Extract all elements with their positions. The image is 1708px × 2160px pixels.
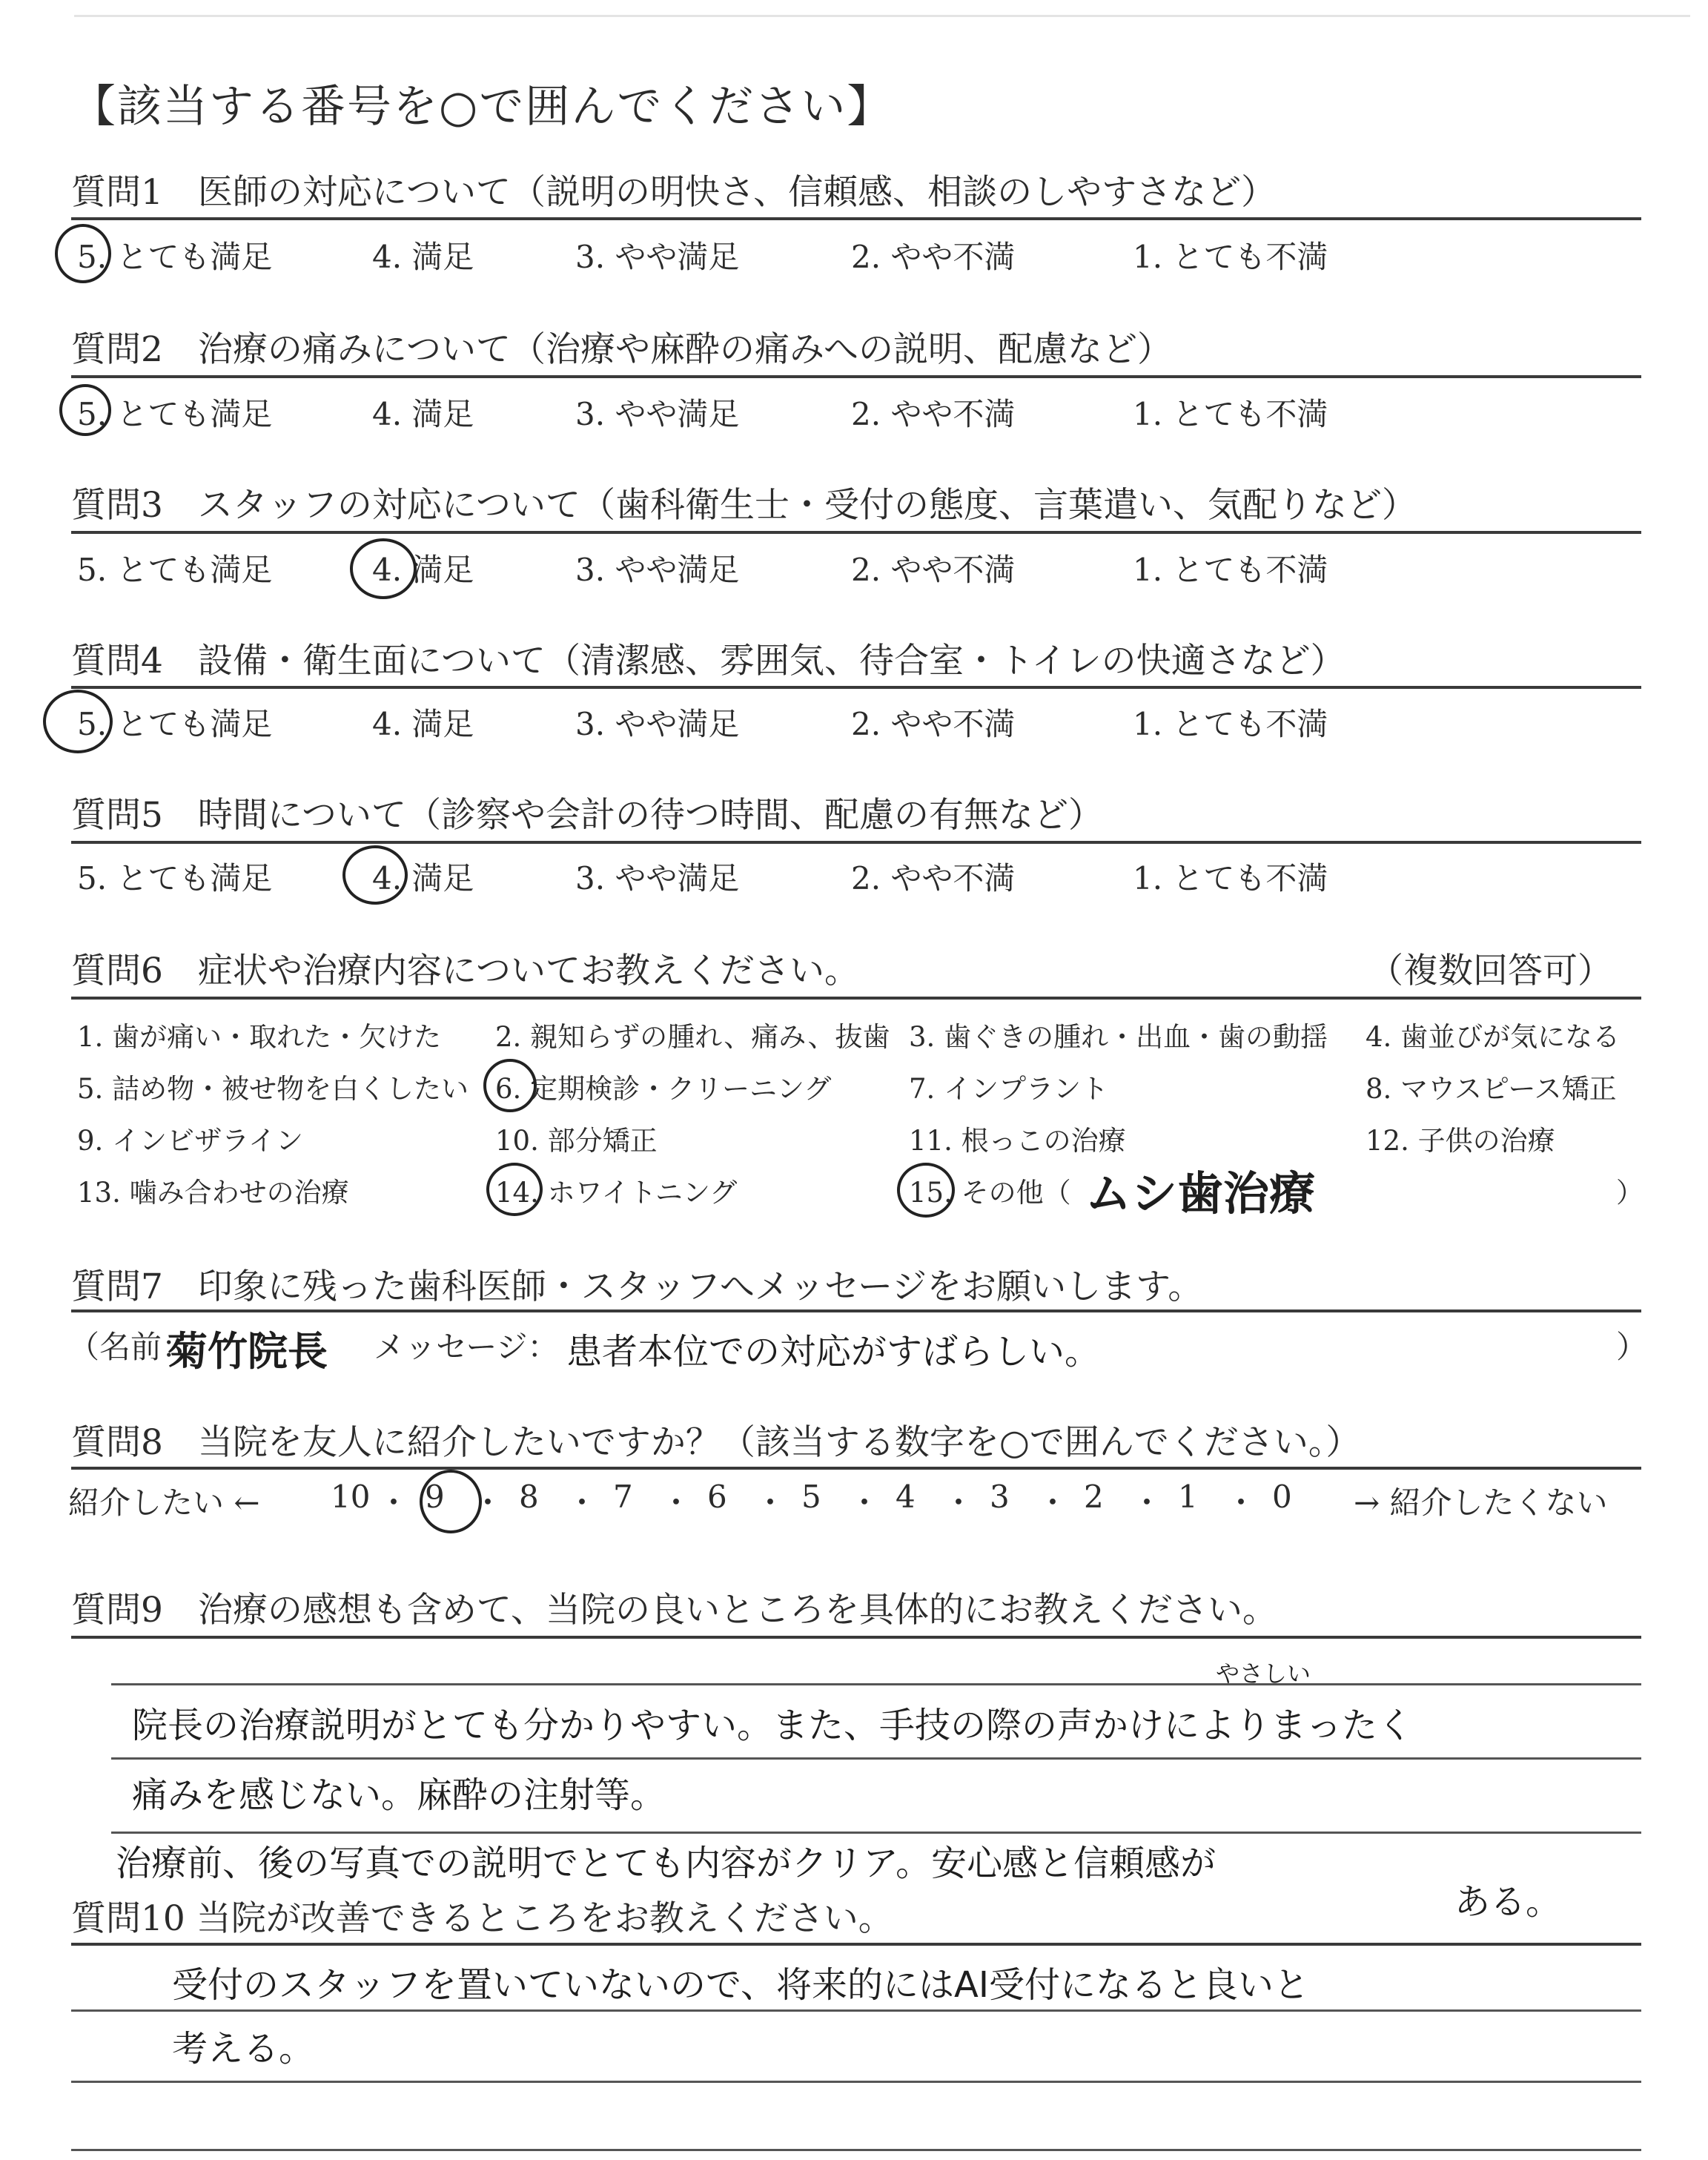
q6-item-11[interactable]: 11. 根っこの治療 bbox=[909, 1125, 1126, 1157]
q9-handwritten-line-3: 治療前、後の写真での説明でとても内容がクリア。安心感と信頼感が bbox=[116, 1843, 1217, 1884]
q3-option-5[interactable]: 5. とても満足 bbox=[77, 552, 273, 588]
q2-option-2[interactable]: 2. やや不満 bbox=[851, 396, 1016, 432]
q5-option-2[interactable]: 2. やや不満 bbox=[851, 860, 1016, 896]
q5-selection-circle bbox=[342, 845, 408, 905]
q8-selection-circle bbox=[420, 1470, 482, 1533]
q8-scale-value-3[interactable]: 3 bbox=[990, 1479, 1010, 1515]
q6-item-12[interactable]: 12. 子供の治療 bbox=[1366, 1125, 1555, 1157]
q2-option-3[interactable]: 3. やや満足 bbox=[575, 396, 740, 432]
question-6-label: 質問6 症状や治療内容についてお教えください。 bbox=[71, 951, 859, 991]
q9-handwritten-line-2: 痛みを感じない。麻酔の注射等。 bbox=[132, 1774, 666, 1816]
q10-answer-line-1 bbox=[71, 2009, 1641, 2012]
q6-item-1[interactable]: 1. 歯が痛い・取れた・欠けた bbox=[77, 1021, 442, 1053]
q9-handwritten-line-4: ある。 bbox=[1454, 1881, 1562, 1923]
q8-scale-separator: ・ bbox=[1131, 1484, 1163, 1521]
question-9-rule bbox=[71, 1636, 1641, 1639]
q6-item-9[interactable]: 9. インビザライン bbox=[77, 1125, 303, 1157]
q6-other-close: ） bbox=[1616, 1177, 1644, 1209]
q8-scale-separator: ・ bbox=[661, 1484, 692, 1521]
q8-scale-separator: ・ bbox=[849, 1484, 881, 1521]
q8-scale-separator: ・ bbox=[1225, 1484, 1257, 1521]
q8-right-label: → 紹介したくない bbox=[1354, 1484, 1608, 1521]
q8-scale-value-8[interactable]: 8 bbox=[519, 1479, 539, 1515]
question-6-note: （複数回答可） bbox=[1368, 951, 1612, 991]
q5-option-3[interactable]: 3. やや満足 bbox=[575, 860, 740, 896]
q1-option-3[interactable]: 3. やや満足 bbox=[575, 239, 740, 275]
q6-item-14[interactable]: 14. ホワイトニング bbox=[495, 1177, 738, 1209]
q1-option-1[interactable]: 1. とても不満 bbox=[1133, 239, 1328, 275]
q8-scale-separator: ・ bbox=[943, 1484, 975, 1521]
question-2-label: 質問2 治療の痛みについて（治療や麻酔の痛みへの説明、配慮など） bbox=[71, 329, 1173, 370]
q8-scale-value-2[interactable]: 2 bbox=[1084, 1479, 1104, 1515]
question-5-label: 質問5 時間について（診察や会計の待つ時間、配慮の有無など） bbox=[71, 795, 1103, 836]
q7-message-label: メッセージ： bbox=[374, 1329, 559, 1365]
q3-option-4[interactable]: 4. 満足 bbox=[372, 552, 474, 588]
q8-scale-separator: ・ bbox=[378, 1484, 410, 1521]
q9-answer-line-3 bbox=[111, 1832, 1641, 1834]
q3-option-1[interactable]: 1. とても不満 bbox=[1133, 552, 1328, 588]
q6-item-13[interactable]: 13. 噛み合わせの治療 bbox=[77, 1177, 349, 1209]
question-6-rule bbox=[71, 997, 1641, 1000]
q2-option-5[interactable]: 5. とても満足 bbox=[77, 396, 273, 432]
question-10-rule bbox=[71, 1943, 1641, 1946]
q1-option-4[interactable]: 4. 満足 bbox=[372, 239, 474, 275]
q5-option-5[interactable]: 5. とても満足 bbox=[77, 860, 273, 896]
q6-item-3[interactable]: 3. 歯ぐきの腫れ・出血・歯の動揺 bbox=[909, 1021, 1328, 1053]
q4-option-5[interactable]: 5. とても満足 bbox=[77, 706, 273, 742]
question-10-label: 質問10 当院が改善できるところをお教えください。 bbox=[71, 1898, 893, 1939]
q8-scale-value-6[interactable]: 6 bbox=[707, 1479, 727, 1515]
q8-scale-value-10[interactable]: 10 bbox=[331, 1479, 371, 1515]
q8-scale-value-5[interactable]: 5 bbox=[801, 1479, 821, 1515]
question-7-label: 質問7 印象に残った歯科医師・スタッフへメッセージをお願いします。 bbox=[71, 1266, 1203, 1307]
q8-scale-separator: ・ bbox=[1037, 1484, 1069, 1521]
question-8-rule bbox=[71, 1467, 1641, 1470]
q8-scale-value-4[interactable]: 4 bbox=[896, 1479, 916, 1515]
q4-option-4[interactable]: 4. 満足 bbox=[372, 706, 474, 742]
q6-other-handwritten-answer: ムシ歯治療 bbox=[1085, 1166, 1316, 1221]
question-9-label: 質問9 治療の感想も含めて、当院の良いところを具体的にお教えください。 bbox=[71, 1590, 1277, 1631]
q6-item-5[interactable]: 5. 詰め物・被せ物を白くしたい bbox=[77, 1073, 469, 1105]
question-2-rule bbox=[71, 375, 1641, 378]
q6-item-15[interactable]: 15. その他（ bbox=[909, 1177, 1071, 1209]
q2-selection-circle bbox=[59, 384, 111, 436]
question-7-rule bbox=[71, 1309, 1641, 1312]
question-5-rule bbox=[71, 841, 1641, 844]
q10-answer-line-3 bbox=[71, 2149, 1641, 2151]
q10-answer-line-2 bbox=[71, 2081, 1641, 2083]
question-4-label: 質問4 設備・衛生面について（清潔感、雰囲気、待合室・トイレの快適さなど） bbox=[71, 641, 1345, 681]
q6-item-6-selection-circle bbox=[483, 1059, 537, 1112]
q9-handwritten-line-1: 院長の治療説明がとても分かりやすい。また、手技の際の声かけによりまったく bbox=[132, 1705, 1414, 1746]
q6-item-7[interactable]: 7. インプラント bbox=[909, 1073, 1109, 1105]
question-8-label: 質問8 当院を友人に紹介したいですか？（該当する数字を○で囲んでください。） bbox=[71, 1422, 1361, 1463]
q2-option-1[interactable]: 1. とても不満 bbox=[1133, 396, 1328, 432]
q9-answer-line-1 bbox=[111, 1683, 1641, 1685]
question-3-label: 質問3 スタッフの対応について（歯科衛生士・受付の態度、言葉遣い、気配りなど） bbox=[71, 485, 1417, 526]
q10-handwritten-line-1: 受付のスタッフを置いていないので、将来的にはAI受付になると良いと bbox=[172, 1964, 1310, 2006]
q4-option-2[interactable]: 2. やや不満 bbox=[851, 706, 1016, 742]
q9-handwritten-insert: やさしい bbox=[1216, 1659, 1311, 1688]
q6-item-8[interactable]: 8. マウスピース矯正 bbox=[1366, 1073, 1617, 1105]
q8-scale-value-7[interactable]: 7 bbox=[613, 1479, 633, 1515]
q8-scale-value-0[interactable]: 0 bbox=[1272, 1479, 1292, 1515]
top-edge-line bbox=[74, 15, 1690, 17]
q6-item-2[interactable]: 2. 親知らずの腫れ、痛み、抜歯 bbox=[495, 1021, 890, 1053]
q8-scale-separator: ・ bbox=[566, 1484, 598, 1521]
q1-selection-circle bbox=[55, 224, 111, 283]
page-title: 【該当する番号を○で囲んでください】 bbox=[71, 81, 893, 133]
q7-name-handwritten: 菊竹院長 bbox=[168, 1328, 328, 1375]
q10-handwritten-line-2: 考える。 bbox=[172, 2028, 315, 2070]
q3-option-2[interactable]: 2. やや不満 bbox=[851, 552, 1016, 588]
question-1-rule bbox=[71, 217, 1641, 220]
question-4-rule bbox=[71, 686, 1641, 689]
question-1-label: 質問1 医師の対応について（説明の明快さ、信頼感、相談のしやすさなど） bbox=[71, 172, 1277, 213]
q9-answer-line-2 bbox=[111, 1757, 1641, 1760]
q4-option-1[interactable]: 1. とても不満 bbox=[1133, 706, 1328, 742]
question-3-rule bbox=[71, 531, 1641, 534]
q8-scale-value-1[interactable]: 1 bbox=[1178, 1479, 1198, 1515]
q4-option-3[interactable]: 3. やや満足 bbox=[575, 706, 740, 742]
q2-option-4[interactable]: 4. 満足 bbox=[372, 396, 474, 432]
q8-scale-separator: ・ bbox=[472, 1484, 504, 1521]
q8-scale-separator: ・ bbox=[755, 1484, 787, 1521]
q8-scale-value-9[interactable]: 9 bbox=[425, 1479, 445, 1515]
q6-item-15-selection-circle bbox=[897, 1163, 955, 1218]
q6-item-6[interactable]: 6. 定期検診・クリーニング bbox=[495, 1073, 832, 1105]
q8-left-label: 紹介したい ← bbox=[68, 1484, 260, 1521]
q6-item-14-selection-circle bbox=[486, 1163, 543, 1216]
q4-selection-circle bbox=[43, 690, 113, 753]
q7-close-paren: ） bbox=[1616, 1329, 1648, 1365]
q1-option-5[interactable]: 5. とても満足 bbox=[77, 239, 273, 275]
q5-option-4[interactable]: 4. 満足 bbox=[372, 860, 474, 896]
q1-option-2[interactable]: 2. やや不満 bbox=[851, 239, 1016, 275]
q3-option-3[interactable]: 3. やや満足 bbox=[575, 552, 740, 588]
q3-selection-circle bbox=[350, 538, 417, 599]
q6-item-4[interactable]: 4. 歯並びが気になる bbox=[1366, 1021, 1621, 1053]
q6-item-10[interactable]: 10. 部分矯正 bbox=[495, 1125, 658, 1157]
q5-option-1[interactable]: 1. とても不満 bbox=[1133, 860, 1328, 896]
q7-message-handwritten: 患者本位での対応がすばらしい。 bbox=[566, 1331, 1101, 1373]
q7-name-label: （名前： bbox=[68, 1329, 193, 1365]
